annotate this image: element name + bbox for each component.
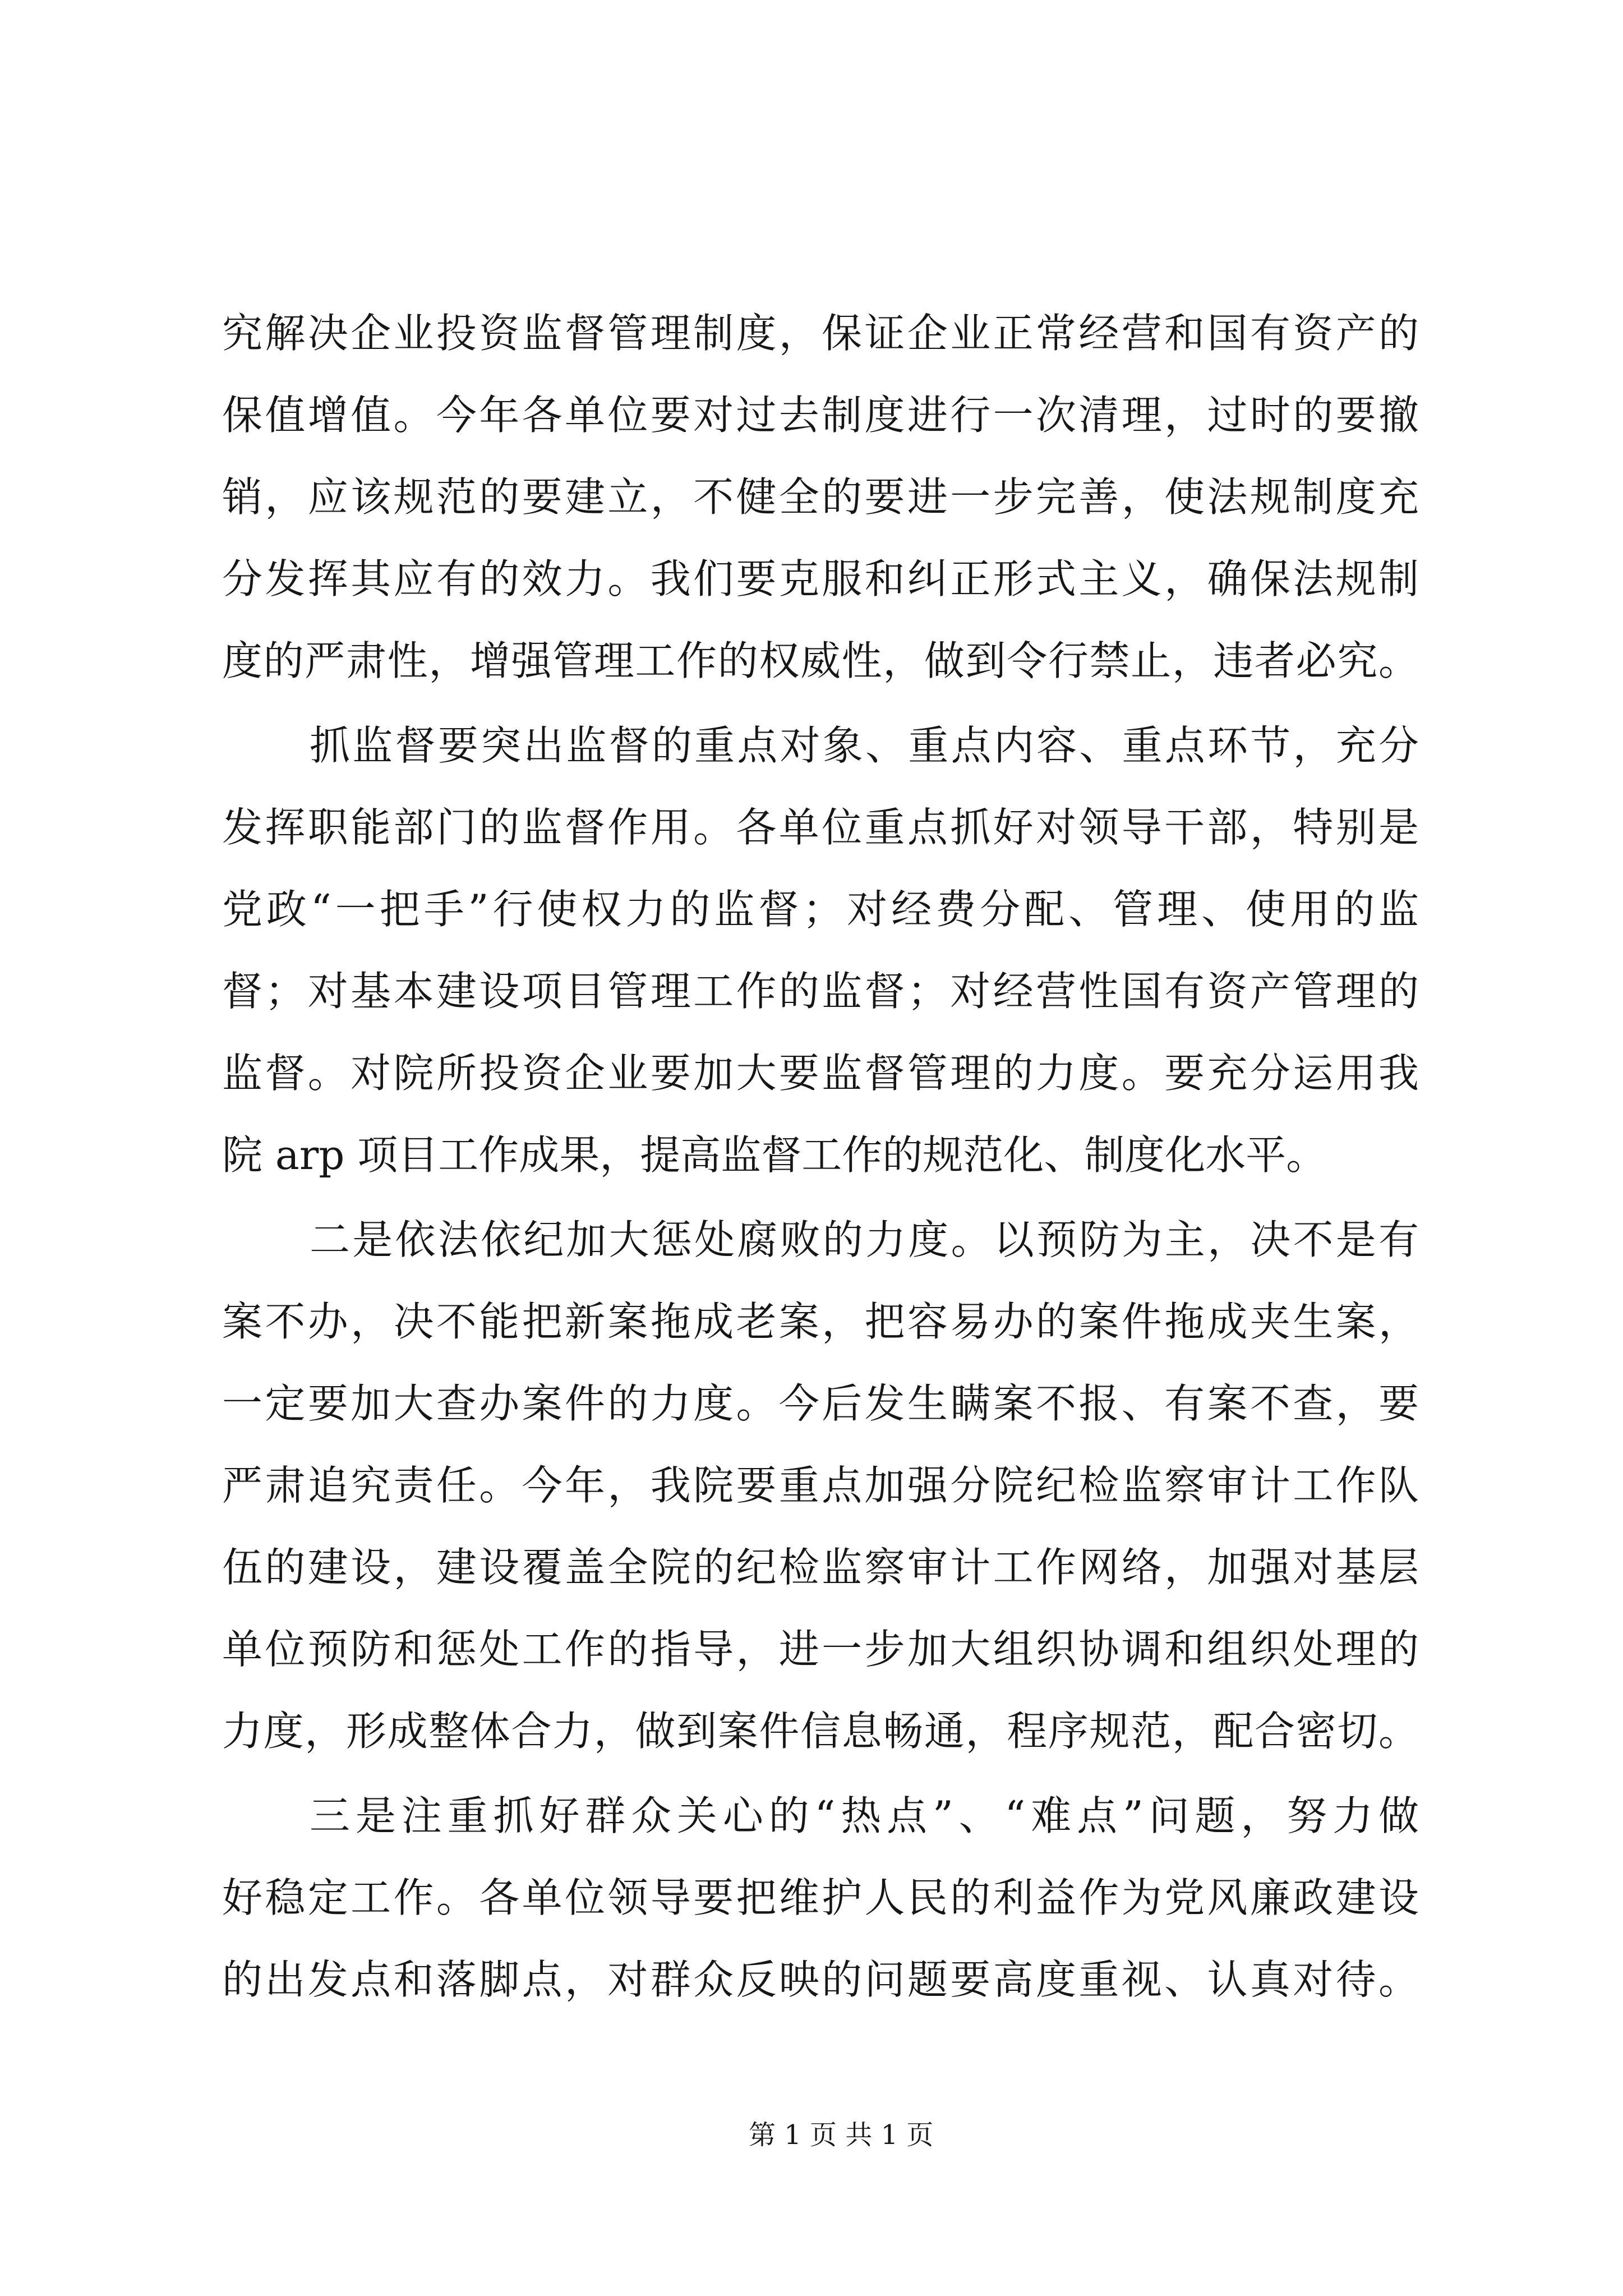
text-line: 二是依法依纪加大惩处腐败的力度。以预防为主，决不是有 xyxy=(310,1216,1419,1263)
text-line: 一定要加大查办案件的力度。今后发生瞒案不报、有案不查，要 xyxy=(222,1380,1419,1427)
text-line: 究解决企业投资监督管理制度，保证企业正常经营和国有资产的 xyxy=(222,310,1419,357)
text-line: 单位预防和惩处工作的指导，进一步加大组织协调和组织处理的 xyxy=(222,1626,1419,1673)
text-line: 力度，形成整体合力，做到案件信息畅通，程序规范，配合密切。 xyxy=(222,1708,1419,1755)
document-body xyxy=(222,292,1419,2021)
paragraph xyxy=(222,292,1419,702)
text-line: 院 arp 项目工作成果，提高监督工作的规范化、制度化水平。 xyxy=(222,1131,1327,1179)
paragraph xyxy=(222,1199,1419,1772)
text-line: 监督。对院所投资企业要加大要监督管理的力度。要充分运用我 xyxy=(222,1050,1419,1097)
text-line: 度的严肃性，增强管理工作的权威性，做到令行禁止，违者必究。 xyxy=(222,637,1419,684)
text-line: 案不办，决不能把新案拖成老案，把容易办的案件拖成夹生案， xyxy=(222,1298,1419,1345)
text-line: 的出发点和落脚点，对群众反映的问题要高度重视、认真对待。 xyxy=(222,1956,1419,2003)
text-line: 严肃追究责任。今年，我院要重点加强分院纪检监察审计工作队 xyxy=(222,1462,1419,1509)
page-footer: 第 1 页 共 1 页 xyxy=(749,2119,934,2151)
text-line: 保值增值。今年各单位要对过去制度进行一次清理，过时的要撤 xyxy=(222,392,1419,439)
text-line: 销，应该规范的要建立，不健全的要进一步完善，使法规制度充 xyxy=(222,473,1419,521)
text-line: 好稳定工作。各单位领导要把维护人民的利益作为党风廉政建设 xyxy=(222,1874,1419,1921)
paragraph xyxy=(222,1775,1419,2021)
text-line: 党政“一把手”行使权力的监督；对经费分配、管理、使用的监 xyxy=(222,886,1419,933)
text-line: 抓监督要突出监督的重点对象、重点内容、重点环节，充分 xyxy=(310,722,1419,769)
text-line: 分发挥其应有的效力。我们要克服和纠正形式主义，确保法规制 xyxy=(222,555,1419,602)
text-line: 督；对基本建设项目管理工作的监督；对经营性国有资产管理的 xyxy=(222,968,1419,1015)
paragraph xyxy=(222,705,1419,1196)
text-line: 伍的建设，建设覆盖全院的纪检监察审计工作网络，加强对基层 xyxy=(222,1544,1419,1591)
text-line: 三是注重抓好群众关心的“热点”、“难点”问题，努力做 xyxy=(310,1792,1419,1839)
text-line: 发挥职能部门的监督作用。各单位重点抓好对领导干部，特别是 xyxy=(222,804,1419,851)
